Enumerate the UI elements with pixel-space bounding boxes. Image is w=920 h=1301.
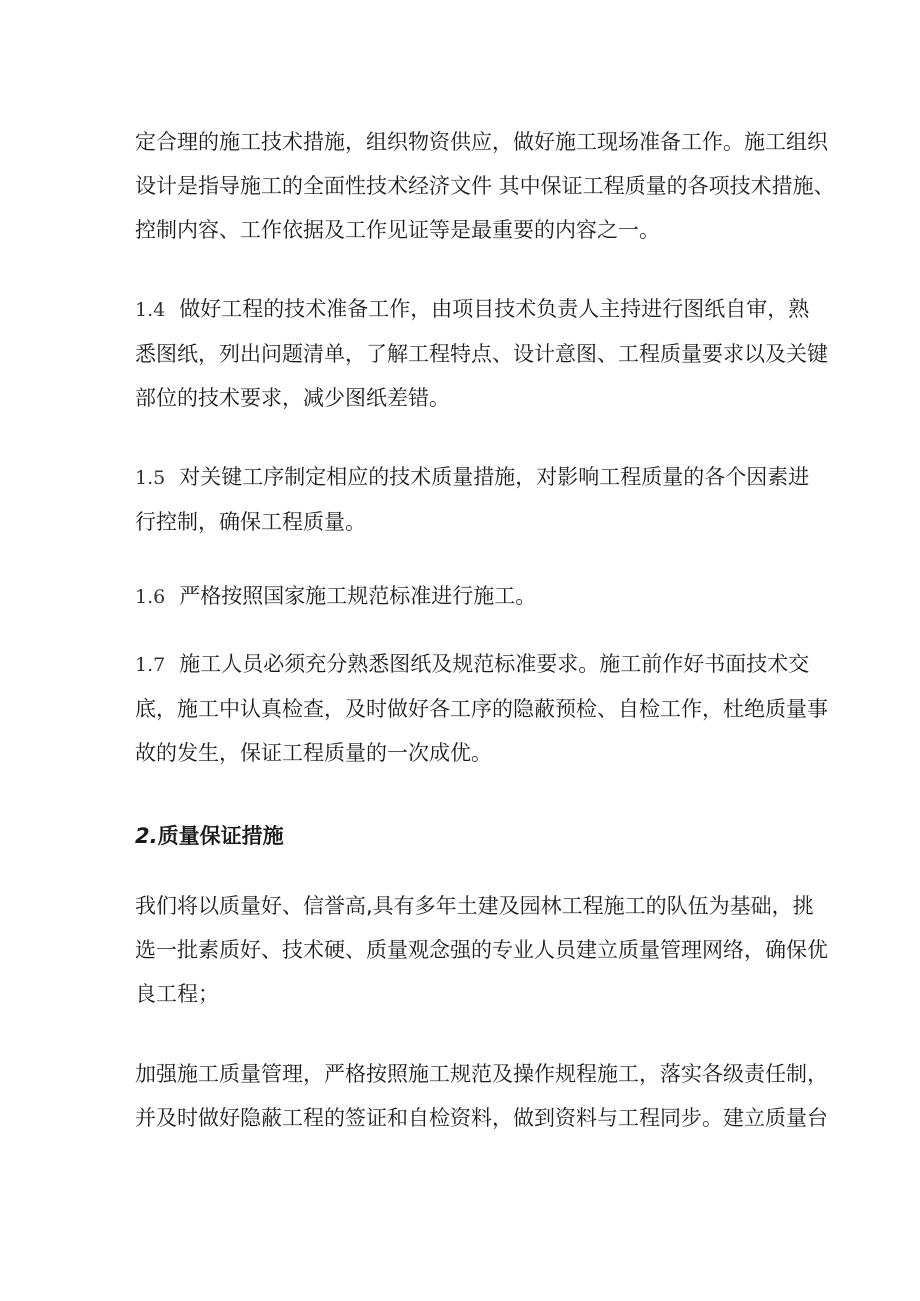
item-number: 1.5 bbox=[135, 467, 166, 489]
text-line: 加强施工质量管理，严格按照施工规范及操作规程施工，落实各级责任制， bbox=[135, 1062, 828, 1086]
text-line: 部位的技术要求，减少图纸差错。 bbox=[135, 386, 450, 410]
text-line bbox=[135, 455, 810, 500]
text-line: 悉图纸，列出问题清单，了解工程特点、设计意图、工程质量要求以及关键 bbox=[135, 342, 828, 366]
text-line: 我们将以质量好、信誉高,具有多年土建及园林工程施工的队伍为基础，挑 bbox=[135, 894, 814, 918]
text-line bbox=[135, 642, 810, 687]
paragraph-2-a bbox=[135, 884, 828, 1016]
item-number: 1.7 bbox=[135, 654, 166, 676]
text-line: 行控制，确保工程质量。 bbox=[135, 510, 366, 534]
text-line bbox=[135, 287, 810, 332]
section-title: 质量保证措施 bbox=[157, 824, 284, 848]
text-line: 故的发生，保证工程质量的一次成优。 bbox=[135, 741, 492, 765]
paragraph-intro bbox=[135, 120, 835, 252]
text-line: 底，施工中认真检查，及时做好各工序的隐蔽预检、自检工作，杜绝质量事 bbox=[135, 697, 828, 721]
text-line: 定合理的施工技术措施，组织物资供应，做好施工现场准备工作。施工组织 bbox=[135, 130, 828, 154]
section-number: 2. bbox=[135, 824, 158, 848]
text-segment: 施工人员必须充分熟悉图纸及规范标准要求。施工前作好书面技术交 bbox=[179, 652, 810, 676]
text-segment: 对关键工序制定相应的技术质量措施，对影响工程质量的各个因素进 bbox=[179, 465, 810, 489]
text-line: 设计是指导施工的全面性技术经济文件 其中保证工程质量的各项技术措施、 bbox=[135, 174, 835, 198]
text-line: 选一批素质好、技术硬、质量观念强的专业人员建立质量管理网络，确保优 bbox=[135, 938, 828, 962]
text-line bbox=[135, 574, 805, 619]
text-line: 并及时做好隐蔽工程的签证和自检资料，做到资料与工程同步。建立质量台 bbox=[135, 1106, 828, 1130]
item-number: 1.6 bbox=[135, 586, 166, 608]
text-line: 控制内容、工作依据及工作见证等是最重要的内容之一。 bbox=[135, 218, 660, 242]
paragraph-1-5 bbox=[135, 455, 810, 544]
paragraph-2-b bbox=[135, 1052, 828, 1140]
item-number: 1.4 bbox=[135, 299, 166, 321]
text-segment: 做好工程的技术准备工作，由项目技术负责人主持进行图纸自审，熟 bbox=[179, 297, 810, 321]
paragraph-1-4 bbox=[135, 287, 828, 420]
section-heading bbox=[135, 814, 284, 858]
text-line: 良工程； bbox=[135, 982, 219, 1006]
text-segment: 严格按照国家施工规范标准进行施工。 bbox=[179, 584, 537, 608]
paragraph-1-6 bbox=[135, 574, 805, 619]
paragraph-1-7 bbox=[135, 642, 828, 775]
